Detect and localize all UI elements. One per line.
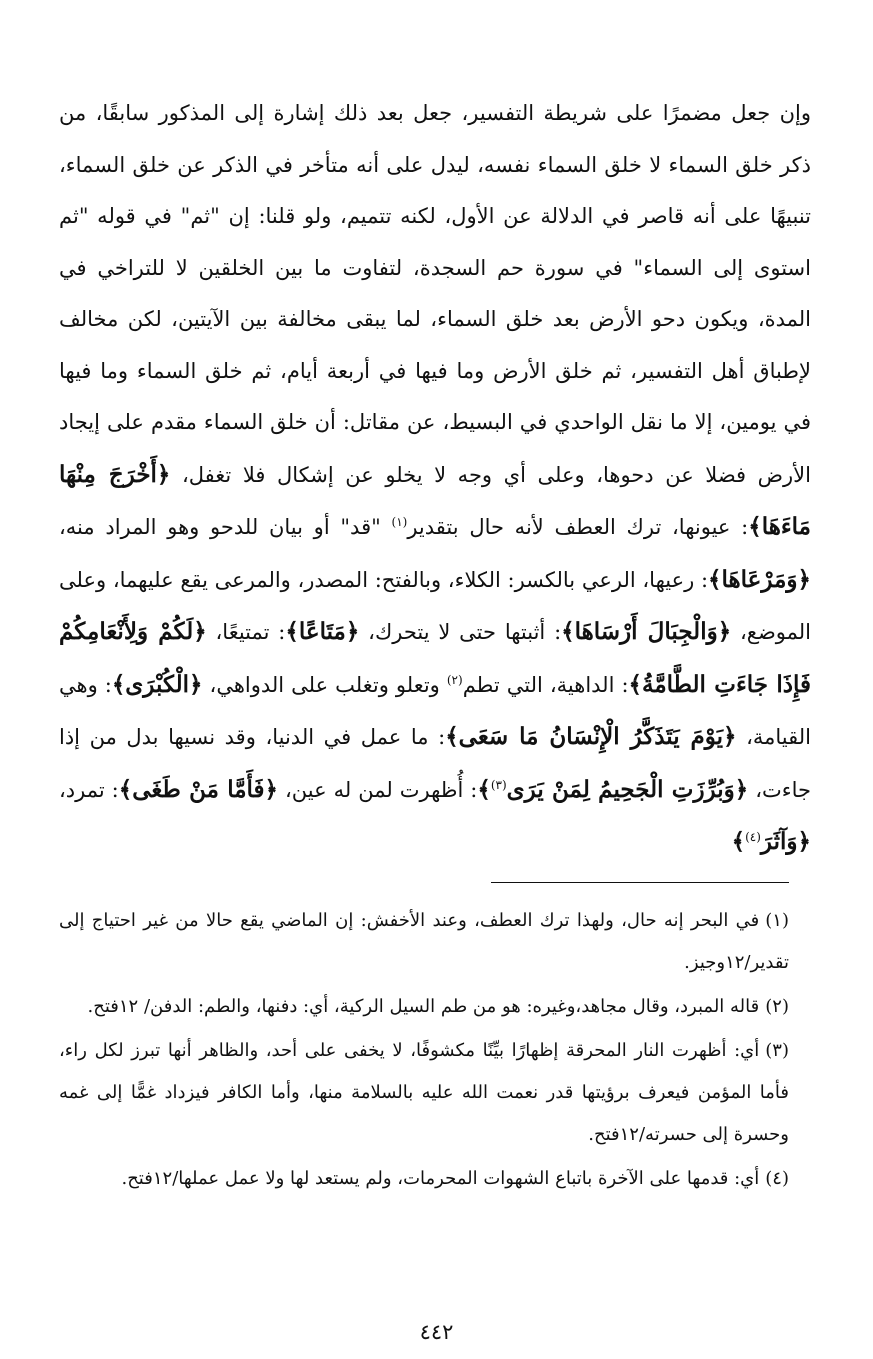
quran-verse: ﴿وَآثَرَ [760, 828, 811, 855]
text-segment: : عيونها، ترك العطف لأنه حال بتقدير [407, 515, 749, 539]
quran-verse: ﴿الْكُبْرَى﴾ [111, 670, 203, 698]
footnote-marker[interactable]: (٢) [446, 672, 463, 687]
footnote-text: قاله المبرد، وقال مجاهد،وغيره: هو من طم السيل الركية، أي: دفنها، والطم: الدفن/ ١٢فتح. [87, 996, 760, 1017]
footnote-text: في البحر إنه حال، ولهذا ترك العطف، وعند الأخفش: إن الماضي يقع حالا من غير احتياج إلى تقدير/١٢وجيز. [59, 910, 789, 973]
quran-verse: ﴿أَخْرَجَ مِنْهَا مَاءَهَا﴾ [59, 460, 812, 540]
footnote-text: أي: قدمها على الآخرة باتباع الشهوات المحرمات، ولم يستعد لها ولا عمل عملها/١٢فتح. [121, 1168, 760, 1189]
footnote-number: (٤) [765, 1168, 789, 1189]
footnote-text: أي: أظهرت النار المحرقة إظهارًا بيِّنًا مكشوفًا، لا يخفى على أحد، والظاهر أنها تبرز لكل راء، فأما المؤمن فيعرف برؤيتها قدر نعمت الله عليه بالسلامة منها، وأما الكافر فيزداد غمًّا إلى غمه وحسرة إلى حسرته/١٢فتح. [59, 1040, 789, 1145]
text-segment: : أُظهرت لمن له عين، [278, 777, 478, 802]
page-number: ٤٤٢ [419, 1320, 454, 1344]
text-segment: : أثبتها حتى لا يتحرك، [359, 620, 562, 644]
quran-verse-end: ﴾ [731, 828, 746, 855]
quran-verse: ﴿وَمَرْعَاهَا﴾ [708, 565, 811, 593]
tafsir-paragraph [59, 88, 811, 869]
footnote-divider [491, 882, 789, 883]
footnote [59, 900, 789, 984]
quran-verse: ﴿يَوْمَ يَتَذَكَّرُ الْإِنْسَانُ مَا سَعَى﴾ [445, 723, 737, 750]
quran-verse: ﴿فَأَمَّا مَنْ طَغَى﴾ [118, 775, 279, 803]
quran-verse: ﴿وَبُرِّزَتِ الْجَحِيمُ لِمَنْ يَرَى [506, 775, 749, 803]
footnote [59, 1030, 789, 1156]
footnotes-section [59, 900, 789, 1202]
text-segment: : تمتيعًا، [206, 620, 286, 644]
footnote [59, 986, 789, 1028]
quran-verse: ﴿مَتَاعًا﴾ [285, 618, 360, 645]
footnote-marker[interactable]: (٤) [745, 830, 761, 844]
text-segment: وتعلو وتغلب على الدواهي، [202, 672, 447, 697]
footnote-number: (١) [765, 910, 789, 931]
text-segment: "قد" أو بيان للدحو وهو المراد منه، [59, 515, 392, 539]
text-segment: : وهي القيامة، [59, 672, 811, 749]
footnote-marker[interactable]: (٣) [490, 777, 507, 792]
main-text-block [59, 88, 811, 869]
footnote-number: (٢) [765, 996, 789, 1017]
text-segment: : ما عمل في الدنيا، وقد نسيها بدل من إذا جاءت، [59, 725, 812, 802]
footnote [59, 1158, 789, 1200]
footnote-number: (٣) [765, 1040, 789, 1061]
text-segment: : رعيها، الرعي بالكسر: الكلاء، وبالفتح: المصدر، والمرعى يقع عليهما، وعلى الموضع، [59, 567, 811, 644]
footnote-marker[interactable]: (١) [391, 515, 408, 529]
quran-verse-end: ﴾ [477, 775, 491, 803]
text-segment: : تمرد، [59, 777, 119, 802]
text-segment: : الداهية، التي تطم [462, 672, 629, 697]
quran-verse: ﴿لَكُمْ وَلِأَنْعَامِكُمْ فَإِذَا جَاءَتِ الطَّامَّةُ﴾ [59, 618, 811, 698]
text-segment: وإن جعل مضمرًا على شريطة التفسير، جعل بعد ذلك إشارة إلى المذكور سابقًا، من ذكر خلق السماء لا خلق السماء نفسه، ليدل على أنه متأخر في الذكر عن خلق السماء، تنبيهًا على أنه قاصر في الدلالة عن الأول، لكنه تتميم، ولو قلنا: إن "ثم" في قوله "ثم استوى إلى السماء" في سورة حم السجدة، لتفاوت ما بين الخلقين لا للتراخي في المدة، ويكون دحو الأرض بعد خلق السماء، لما يبقى مخالفة بين الآيتين، لكن مخالف لإطباق أهل التفسير، ثم خلق الأرض وما فيها في أربعة أيام، ثم خلق السماء وما فيها في يومين، إلا ما نقل الواحدي في البسيط، عن مقاتل: أن خلق السماء مقدم على إيجاد الأرض فضلا عن دحوها، وعلى أي وجه لا يخلو عن إشكال فلا تغفل، [59, 101, 811, 487]
quran-verse: ﴿وَالْجِبَالَ أَرْسَاهَا﴾ [561, 618, 732, 645]
